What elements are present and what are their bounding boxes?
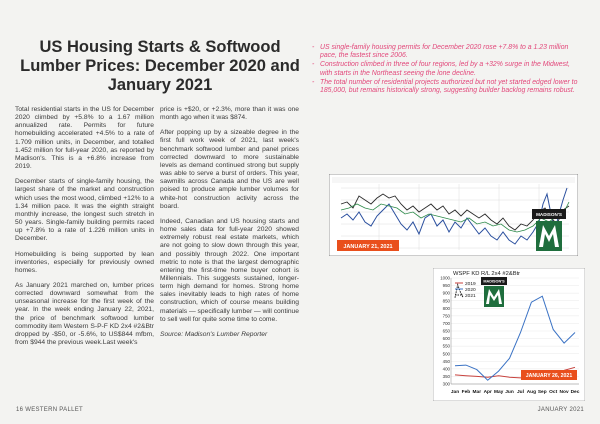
- y-tick-label: 350: [442, 374, 450, 380]
- footer-page-label: 16 WESTERN PALLET: [16, 407, 84, 413]
- x-tick-label: Dec: [570, 390, 580, 395]
- x-tick-label: Jun: [505, 390, 514, 395]
- y-tick-label: 1000: [440, 275, 450, 281]
- bullet-item: - Construction climbed in three of four regions, led by a +32% surge in the Midwest, with starts in the Northeast seeing the lone decline.: [312, 61, 584, 78]
- article-title: US Housing Starts & Softwood Lumber Prices: December 2020 and January 2021: [20, 38, 300, 94]
- y-tick-label: 900: [442, 290, 450, 296]
- paragraph: December starts of single-family housing, the largest share of the market and construction which uses the most wood, climbed +12% to a 1.34 million pace. It was the eighth straight monthly increase, the longest such stretch in 50 years. Single-family building permits raced up +7.8% to a rate of 1.226 million units in December.: [15, 178, 154, 243]
- article-column-1: [15, 106, 154, 354]
- highlight-bullets: [312, 44, 584, 96]
- bullet-item: - US single-family housing permits for December 2020 rose +7.8% to a 1.23 million pace, the fastest since 2006.: [312, 44, 584, 61]
- svg-text:MADISON'S: MADISON'S: [536, 212, 562, 217]
- x-tick-label: Aug: [526, 390, 537, 395]
- x-tick-label: Apr: [483, 390, 492, 395]
- y-tick-label: 550: [442, 343, 450, 349]
- paragraph: price is +$20, or +2.3%, more than it was one month ago when it was $874.: [160, 106, 299, 122]
- y-tick-label: 750: [442, 313, 450, 319]
- legend-2020: 2020: [465, 288, 476, 293]
- bullet-item: - The total number of residential projects authorized but not yet started edged lower to 185,000, but remains historically strong, suggesting builder backlog remains robust.: [312, 79, 584, 96]
- paragraph: Total residential starts in the US for December 2020 climbed by +5.8% to a 1.67 million annualized rate. Permits for future homebuilding accelerated +4.5% to a rate of 1.709 million units, in December, and totalled 1.452 million for full-year 2020, as reported by Madison's. This is a +6.8% increase from 2019.: [15, 106, 154, 171]
- y-tick-label: 450: [442, 358, 450, 364]
- y-tick-label: 500: [442, 351, 450, 357]
- article-column-2: [160, 106, 299, 346]
- date-badge-label: JANUARY 26, 2021: [525, 373, 573, 380]
- chart-title: WSPF KD R/L 2x4 #2&Btr: [453, 271, 521, 277]
- housing-lumber-chart: [329, 174, 578, 256]
- y-tick-label: 600: [442, 336, 450, 342]
- legend-2021: 2021: [465, 294, 476, 299]
- x-tick-label: Mar: [472, 390, 482, 395]
- x-tick-label: Jan: [450, 390, 460, 395]
- madisons-logo: [532, 209, 566, 251]
- paragraph: Homebuilding is being supported by lean inventories, especially for previously owned homes.: [15, 250, 154, 274]
- x-tick-label: Sep: [537, 390, 547, 395]
- svg-text:MADISON'S: MADISON'S: [483, 279, 505, 284]
- source-credit: Source: Madison's Lumber Reporter: [160, 330, 268, 338]
- y-tick-label: 400: [442, 366, 450, 372]
- paragraph: As January 2021 marched on, lumber prices corrected downward somewhat from the unseasonal increase for the first week of the year. In the week ending January 22, 2021, the price of benchmark softwood lumber commodity item Western S-P-F KD 2x4 #2&Btr dropped by -$50, or -5.6%, to US$844 mfbm, from $944 the previous week.Last week's: [15, 281, 154, 347]
- x-tick-label: Feb: [461, 390, 471, 395]
- y-tick-label: 800: [442, 305, 450, 311]
- wspf-price-chart: [433, 268, 585, 401]
- y-tick-label: 650: [442, 328, 450, 334]
- paragraph: After popping up by a sizeable degree in the first full work week of 2021, last week's benchmark softwood lumber and panel prices corrected downward to more sustainable levels as demand continued strong but supply was able to serve a burst of orders. This year, sawmills across Canada and the US are well poised to produce ample lumber volumes for white-hot construction activity across the board.: [160, 129, 299, 210]
- x-tick-label: May: [493, 390, 504, 395]
- footer-issue-date: JANUARY 2021: [537, 407, 584, 413]
- paragraph: Indeed, Canadian and US housing starts and home sales data for full-year 2020 showed extremely robust real estate markets, which are not going to slow down through this year, and possibly through 2022. One important metric to note is that the largest demographic entering the first-time home buyer cohort is Millennials. This suggests sustained, longer-term high demand for homes. Strong home sales inevitably leads to high rates of home construction, which of course means building materials — specifically lumber — will continue to sell well for quite some time to come.: [160, 217, 299, 323]
- x-tick-label: Jul: [516, 390, 524, 395]
- y-axis-ticks: [440, 276, 450, 387]
- y-tick-label: 850: [442, 298, 450, 304]
- y-tick-label: 300: [442, 381, 450, 387]
- legend-2019: 2019: [465, 282, 476, 287]
- madisons-logo: [481, 277, 507, 307]
- y-tick-label: 700: [442, 321, 450, 327]
- x-tick-label: Nov: [559, 390, 569, 395]
- date-badge-label: JANUARY 21, 2021: [343, 244, 393, 250]
- x-tick-label: Oct: [549, 390, 558, 395]
- y-tick-label: 950: [442, 283, 450, 289]
